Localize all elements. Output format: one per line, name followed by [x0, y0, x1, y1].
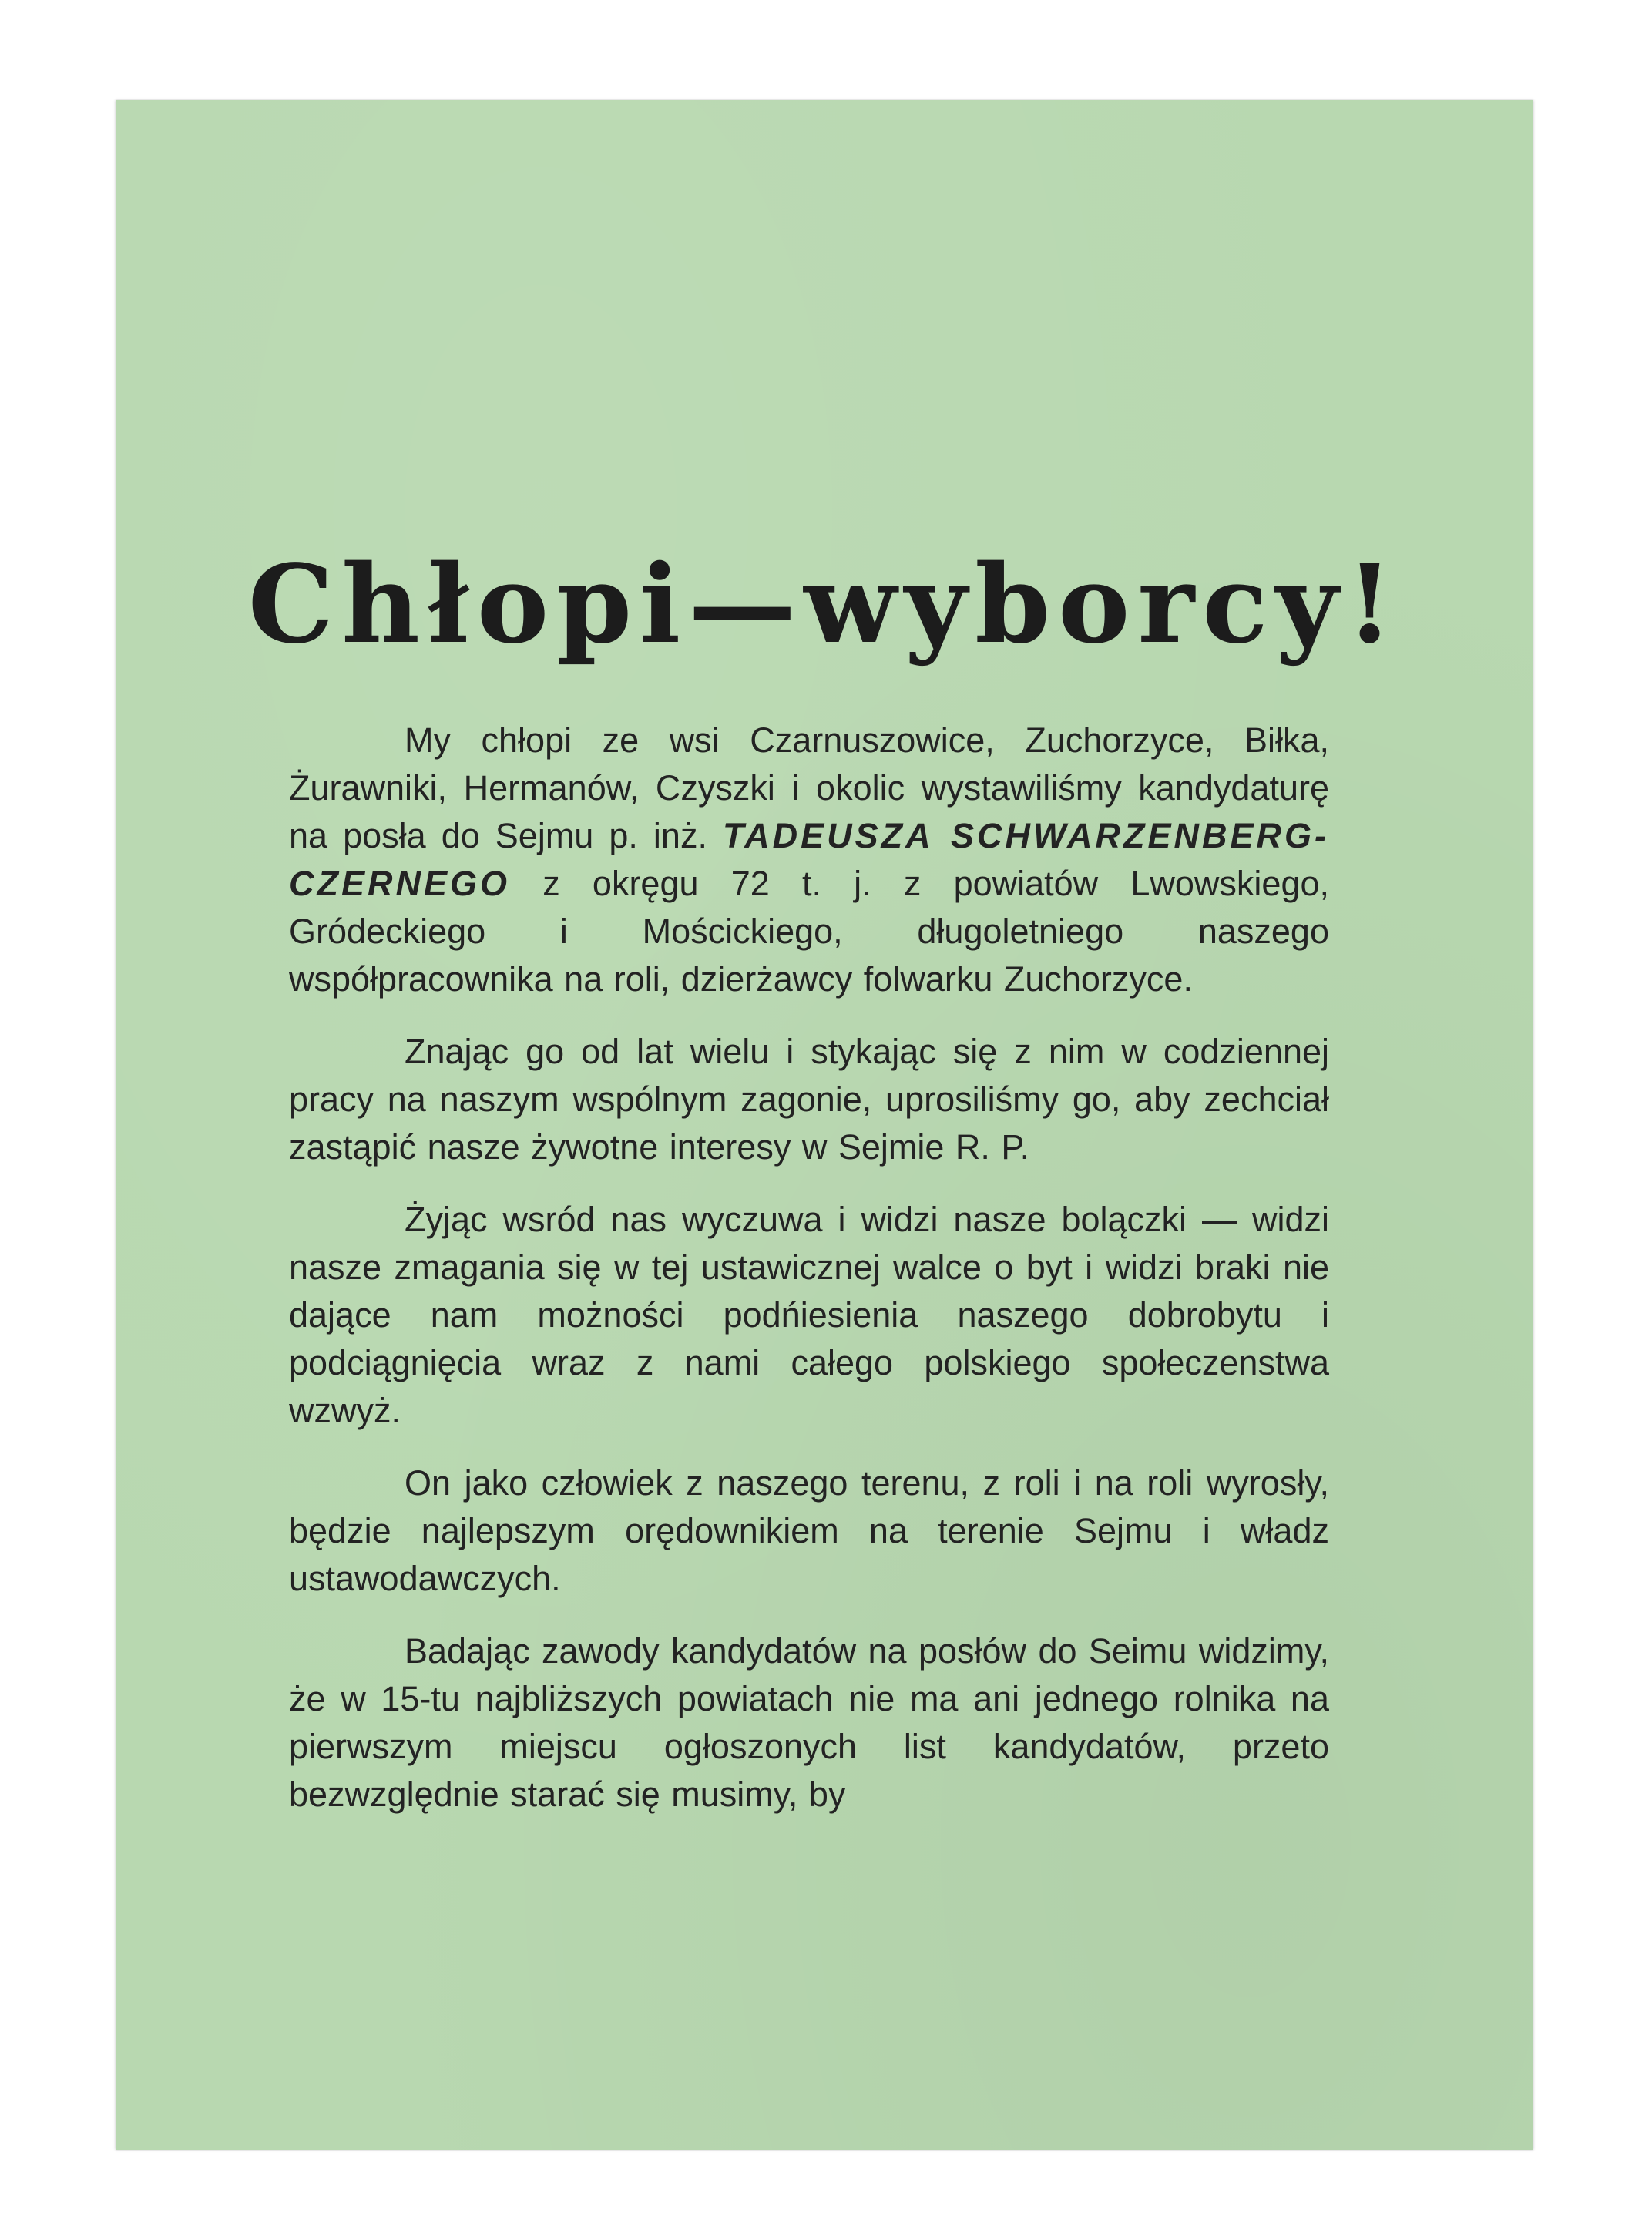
- paragraph-1: [289, 717, 1329, 1003]
- paragraph-3: Żyjąc wsród nas wyczuwa i widzi nasze bolączki — widzi nasze zmagania się w tej ustawicznej walce o byt i widzi braki nie dające nam możności podńiesienia naszego dobrobytu i podciągnięcia wraz z nami całego polskiego społeczenstwa wzwyż.: [289, 1200, 1329, 1430]
- paragraph-1-part-2: z okręgu 72 t. j. z powiatów Lwowskiego, Gródeckiego i Mościckiego, długoletniego naszego współpracownika na roli, dzierżawcy folwarku Zuchorzyce.: [289, 864, 1329, 999]
- candidate-name: TADEUSZA SCHWARZENBERG-CZERNEGO: [289, 816, 1329, 903]
- paragraph-1-part-1: My chłopi ze wsi Czarnuszowice, Zuchorzyce, Biłka, Żurawniki, Hermanów, Czyszki i okolic wystawiliśmy kandydaturę na posła do Sejmu p. inż.: [289, 720, 1329, 855]
- leaflet-sheet: [116, 100, 1533, 2150]
- leaflet-title: Chłopi—wyborcy!: [247, 542, 1402, 668]
- paragraph-2: Znając go od lat wielu i stykając się z nim w codziennej pracy na naszym wspólnym zagonie, uprosiliśmy go, aby zechciał zastąpić nasze żywotne interesy w Sejmie R. P.: [289, 1032, 1329, 1167]
- leaflet-body: [289, 717, 1329, 1843]
- paragraph-4: On jako człowiek z naszego terenu, z roli i na roli wyrosły, będzie najlepszym orędownikiem na terenie Sejmu i władz ustawodawczych.: [289, 1463, 1329, 1598]
- paragraph-5: Badając zawody kandydatów na posłów do Seimu widzimy, że w 15-tu najbliższych powiatach nie ma ani jednego rolnika na pierwszym miejscu ogłoszonych list kandydatów, przeto bezwzględnie starać się musimy, by: [289, 1631, 1329, 1814]
